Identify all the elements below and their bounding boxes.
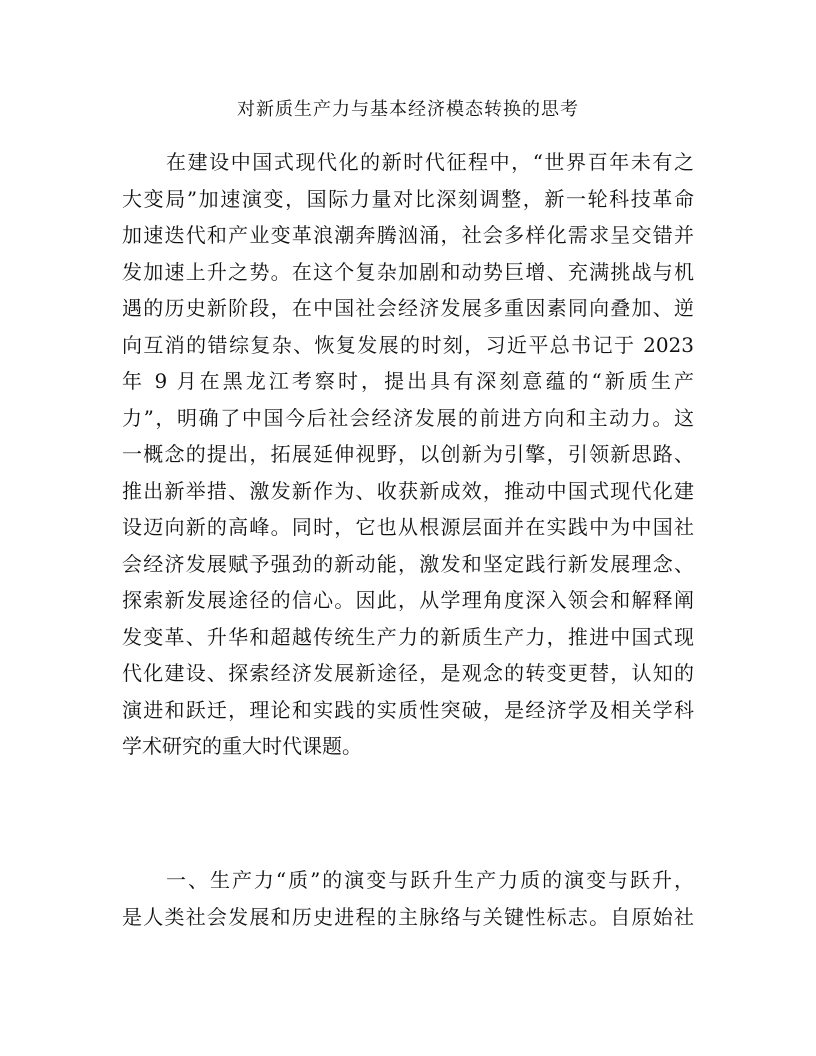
- paragraph-line: 一概念的提出，拓展延伸视野，以创新为引擎，引领新思路、: [122, 442, 694, 466]
- paragraph-intro: [122, 144, 694, 765]
- paragraph-line: 推出新举措、激发新作为、收获新成效，推动中国式现代化建: [122, 478, 694, 503]
- paragraph-line: 大变局”加速演变，国际力量对比深刻调整，新一轮科技革命: [122, 186, 694, 211]
- paragraph-line: 演进和跃迁，理论和实践的实质性突破，是经济学及相关学科: [122, 697, 694, 722]
- paragraph-line: 是人类社会发展和历史进程的主脉络与关键性标志。自原始社: [122, 904, 694, 929]
- paragraph-line: 学术研究的重大时代课题。: [122, 734, 362, 758]
- section-heading-line: 一、生产力“质”的演变与跃升生产力质的演变与跃升，: [166, 868, 694, 892]
- paragraph-line: 探索新发展途径的信心。因此，从学理角度深入领会和解释阐: [122, 588, 694, 612]
- paragraph-line: 加速迭代和产业变革浪潮奔腾汹涌，社会多样化需求呈交错并: [122, 223, 694, 247]
- paragraph-line: 发加速上升之势。在这个复杂加剧和动势巨增、充满挑战与机: [122, 259, 694, 284]
- paragraph-line: 向互消的错综复杂、恢复发展的时刻，习近平总书记于 2023: [122, 332, 694, 357]
- paragraph-line: 会经济发展赋予强劲的新动能，激发和坚定践行新发展理念、: [122, 551, 694, 576]
- paragraph-line: 年 9 月在黑龙江考察时，提出具有深刻意蕴的“新质生产: [122, 369, 694, 393]
- paragraph-line: 在建设中国式现代化的新时代征程中，“世界百年未有之: [166, 150, 694, 174]
- paragraph-line: 代化建设、探索经济发展新途径，是观念的转变更替，认知的: [122, 661, 694, 685]
- paragraph-section-one: [122, 862, 694, 935]
- document-title: 对新质生产力与基本经济模态转换的思考: [237, 99, 579, 120]
- paragraph-line: 发变革、升华和超越传统生产力的新质生产力，推进中国式现: [122, 624, 694, 649]
- paragraph-line: 力”，明确了中国今后社会经济发展的前进方向和主动力。这: [122, 405, 694, 430]
- paragraph-line: 设迈向新的高峰。同时，它也从根源层面并在实践中为中国社: [122, 515, 694, 539]
- paragraph-line: 遇的历史新阶段，在中国社会经济发展多重因素同向叠加、逆: [122, 296, 694, 320]
